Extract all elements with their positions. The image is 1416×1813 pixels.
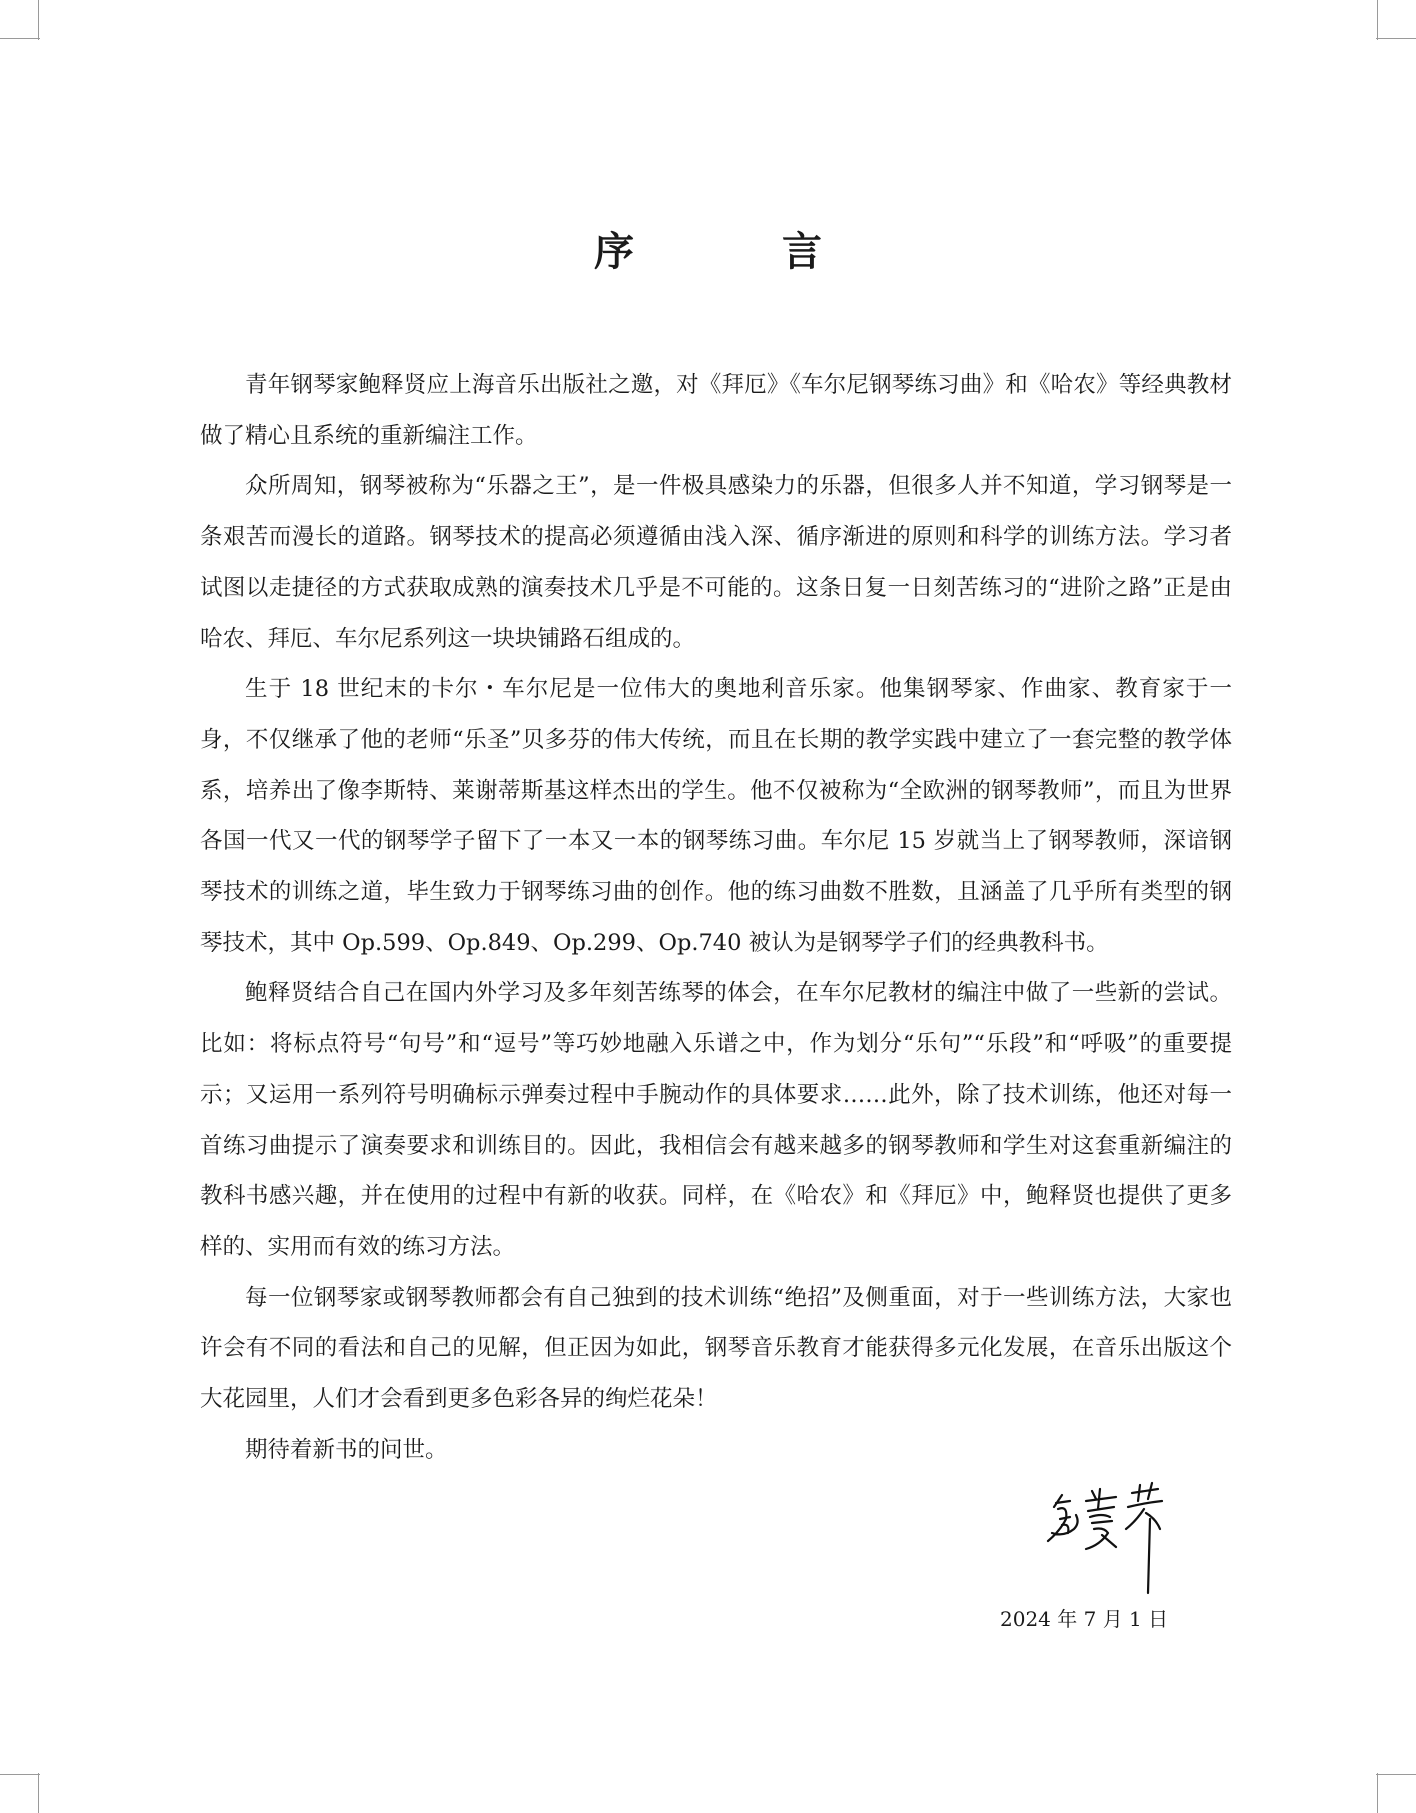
crop-mark-top-right-h: [1376, 38, 1416, 39]
crop-mark-bottom-right-h: [1376, 1774, 1416, 1775]
paragraph-5: 每一位钢琴家或钢琴教师都会有自己独到的技术训练“绝招”及侧重面，对于一些训练方法，大家也许会有不同的看法和自己的见解，但正因为如此，钢琴音乐教育才能获得多元化发展，在音乐出版这个大花园里，人们才会看到更多色彩各异的绚烂花朵！: [200, 1284, 1232, 1413]
date: 2024 年 7 月 1 日: [1000, 1607, 1169, 1631]
paragraph-6: 期待着新书的问世。: [245, 1436, 448, 1463]
paragraph-1: 青年钢琴家鲍释贤应上海音乐出版社之邀，对《拜厄》《车尔尼钢琴练习曲》和《哈农》等经典教材做了精心且系统的重新编注工作。: [200, 372, 1232, 449]
crop-mark-bottom-left-h: [0, 1774, 40, 1775]
crop-mark-bottom-left: [38, 1773, 39, 1813]
paragraph-3: 生于 18 世纪末的卡尔・车尔尼是一位伟大的奥地利音乐家。他集钢琴家、作曲家、教育家于一身，不仅继承了他的老师“乐圣”贝多芬的伟大传统，而且在长期的教学实践中建立了一套完整的教学体系，培养出了像李斯特、莱谢蒂斯基这样杰出的学生。他不仅被称为“全欧洲的钢琴教师”，而且为世界各国一代又一代的钢琴学子留下了一本又一本的钢琴练习曲。车尔尼 15 岁就当上了钢琴教师，深谙钢琴技术的训练之道，毕生致力于钢琴练习曲的创作。他的练习曲数不胜数，且涵盖了几乎所有类型的钢琴技术，其中 Op.599、Op.849、Op.299、Op.740 被认为是钢琴学子们的经典教科书。: [200, 676, 1232, 956]
crop-mark-top-left-h: [0, 38, 40, 39]
paragraph-4: 鲍释贤结合自己在国内外学习及多年刻苦练琴的体会，在车尔尼教材的编注中做了一些新的尝试。比如：将标点符号“句号”和“逗号”等巧妙地融入乐谱之中，作为划分“乐句”“乐段”和“呼吸”的重要提示；又运用一系列符号明确标示弹奏过程中手腕动作的具体要求……此外，除了技术训练，他还对每一首练习曲提示了演奏要求和训练目的。因此，我相信会有越来越多的钢琴教师和学生对这套重新编注的教科书感兴趣，并在使用的过程中有新的收获。同样，在《哈农》和《拜厄》中，鲍释贤也提供了更多样的、实用而有效的练习方法。: [200, 980, 1232, 1260]
handwritten-signature: [1040, 1475, 1190, 1595]
paragraph-2: 众所周知，钢琴被称为“乐器之王”，是一件极具感染力的乐器，但很多人并不知道，学习钢琴是一条艰苦而漫长的道路。钢琴技术的提高必须遵循由浅入深、循序渐进的原则和科学的训练方法。学习者试图以走捷径的方式获取成熟的演奏技术几乎是不可能的。这条日复一日刻苦练习的“进阶之路”正是由哈农、拜厄、车尔尼系列这一块块铺路石组成的。: [200, 473, 1232, 652]
crop-mark-top-right: [1377, 0, 1378, 40]
crop-mark-top-left: [38, 0, 39, 40]
page-title: 序 言: [594, 228, 876, 275]
preface-body: [200, 360, 1232, 1475]
crop-mark-bottom-right: [1377, 1773, 1378, 1813]
